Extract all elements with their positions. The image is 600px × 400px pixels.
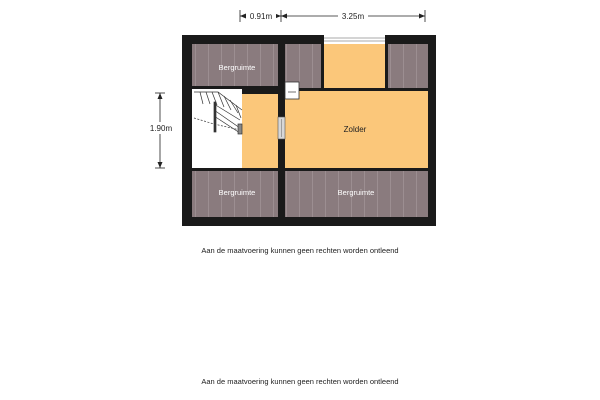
disclaimer-text: Aan de maatvoering kunnen geen rechten worden ontleend bbox=[201, 246, 399, 255]
disclaimer-text-bottom: Aan de maatvoering kunnen geen rechten worden ontleend bbox=[201, 377, 399, 386]
room-label-storage-bottom-right: Bergruimte bbox=[337, 188, 375, 197]
storage-top-right-floor bbox=[388, 44, 428, 90]
room-label-attic: Zolder bbox=[343, 125, 367, 134]
dimension-label-left: 1.90m bbox=[149, 124, 173, 133]
dimension-label-top-left: 0.91m bbox=[249, 12, 273, 21]
kneewall-top-left bbox=[192, 86, 278, 89]
kneewall-bottom bbox=[192, 168, 428, 171]
skylight-window bbox=[324, 35, 385, 44]
dimension-label-top-right: 3.25m bbox=[341, 12, 365, 21]
room-label-storage-top-left: Bergruimte bbox=[218, 63, 256, 72]
landing-floor bbox=[242, 94, 278, 168]
kneewall-divider-left bbox=[321, 44, 324, 90]
stair-floor bbox=[192, 89, 242, 168]
shaft-icon bbox=[285, 82, 299, 99]
room-label-storage-bottom-left: Bergruimte bbox=[218, 188, 256, 197]
kneewall-landing bbox=[242, 89, 278, 94]
kneewall-top bbox=[285, 88, 428, 91]
attic-floor-upper bbox=[324, 44, 386, 90]
kneewall-divider-right bbox=[385, 44, 388, 90]
